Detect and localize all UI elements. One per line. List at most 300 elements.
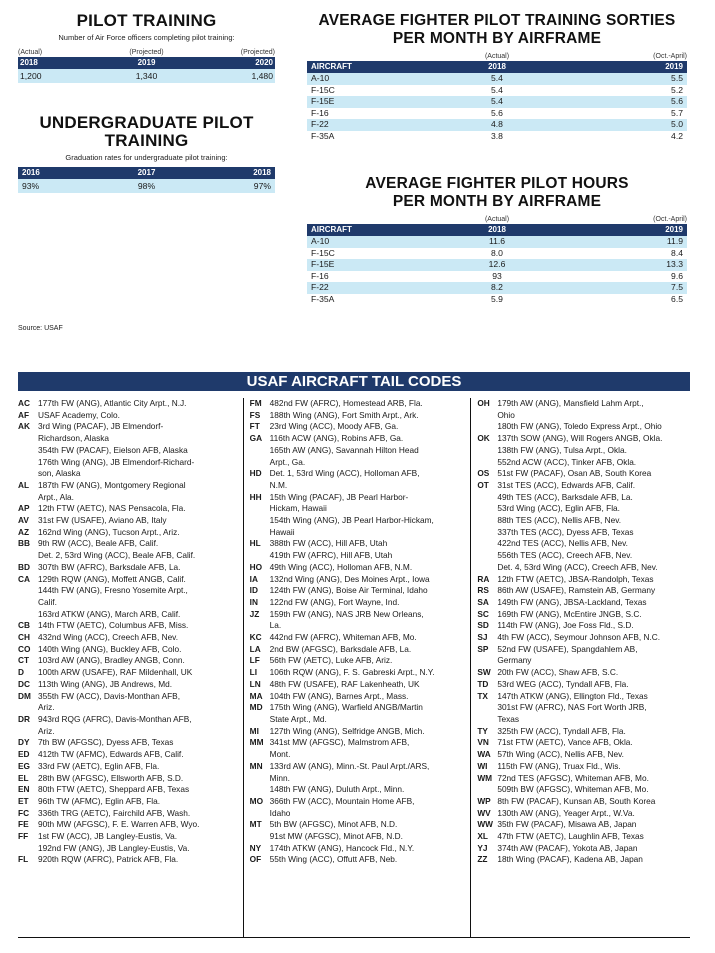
tail-code: MN	[249, 760, 263, 771]
value-2018-cell: 8.2	[491, 282, 503, 292]
col-2019: 2019	[665, 225, 683, 234]
undergrad-values	[18, 179, 275, 193]
tail-code: CA	[18, 573, 30, 584]
pilot-training-year-bar	[18, 57, 275, 69]
unit-list	[38, 538, 237, 561]
tail-code: SD	[477, 620, 489, 631]
unit-line: 72nd TES (AFGSC), Whiteman AFB, Mo.	[497, 772, 649, 783]
unit-line: 301st FW (AFRC), NAS Fort Worth JRB,	[497, 702, 647, 713]
tail-code-entry	[250, 737, 465, 760]
value-2018-cell: 4.8	[491, 119, 503, 129]
unit-list	[270, 562, 465, 574]
unit-list	[497, 819, 690, 831]
tail-code: CT	[18, 655, 30, 666]
table-row	[307, 236, 687, 248]
unit-line: 552nd ACW (ACC), Tinker AFB, Okla.	[497, 456, 637, 467]
unit-line: 179th AW (ANG), Mansfield Lahm Arpt.,	[497, 398, 644, 408]
tail-code-entry	[477, 468, 690, 480]
table-row	[307, 259, 687, 271]
unit-list	[497, 609, 690, 621]
tail-code: BB	[18, 538, 30, 549]
unit-list	[38, 808, 237, 820]
table-row	[307, 282, 687, 294]
tail-code-entry	[18, 421, 237, 480]
unit-list	[38, 679, 237, 691]
tail-code-entry	[477, 667, 690, 679]
tail-code: LA	[249, 643, 261, 654]
unit-list	[497, 726, 690, 738]
source-note: Source: USAF	[18, 325, 63, 332]
tail-code-entry	[477, 808, 690, 820]
value: 1,340	[135, 71, 158, 81]
unit-line: State Arpt., Md.	[269, 713, 327, 724]
unit-list	[497, 843, 690, 855]
table-row	[307, 119, 687, 131]
value-2019-cell: 8.4	[671, 247, 683, 258]
tail-code-entry	[18, 819, 237, 831]
tail-code: IA	[249, 573, 258, 584]
undergrad-section	[18, 114, 275, 193]
unit-line: 422nd TES (ACC), Nellis AFB, Nev.	[497, 538, 628, 549]
tail-codes-column-2	[244, 398, 471, 938]
unit-line: 20th FW (ACC), Shaw AFB, S.C.	[497, 667, 619, 678]
unit-list	[38, 410, 237, 422]
year: 2018	[20, 58, 38, 67]
value-2018-cell: 8.0	[491, 247, 503, 258]
unit-line: 162nd Wing (ANG), Tucson Arpt., Ariz.	[38, 526, 180, 537]
tail-code-entry	[250, 819, 465, 842]
unit-list	[497, 749, 690, 761]
tail-code: SA	[477, 596, 489, 607]
unit-list	[497, 597, 690, 609]
tail-code: SJ	[477, 632, 488, 643]
unit-list	[270, 398, 465, 410]
unit-line: 104th FW (ANG), Barnes Arpt., Mass.	[269, 690, 409, 701]
table-row	[307, 73, 687, 85]
unit-list	[38, 503, 237, 515]
table-row	[307, 85, 687, 97]
unit-list	[497, 773, 690, 796]
unit-list	[497, 468, 690, 480]
unit-list	[270, 854, 465, 866]
unit-list	[497, 691, 690, 726]
unit-line: 337th TES (ACC), Dyess AFB, Texas	[497, 526, 634, 537]
undergrad-title-line2: TRAINING	[104, 131, 189, 150]
unit-list	[270, 410, 465, 422]
tail-code-entry	[18, 691, 237, 714]
tail-code-entry	[477, 679, 690, 691]
tail-code-entry	[250, 655, 465, 667]
tail-code: LN	[249, 678, 261, 689]
unit-list	[270, 433, 465, 468]
tail-code-entry	[477, 819, 690, 831]
aircraft-cell: F-15E	[311, 96, 335, 106]
tail-code-entry	[250, 410, 465, 422]
unit-list	[38, 784, 237, 796]
tail-code-entry	[250, 468, 465, 491]
tail-code-entry	[18, 773, 237, 785]
unit-list	[270, 819, 465, 842]
col-2019: 2019	[665, 62, 683, 71]
tail-code-entry	[477, 644, 690, 667]
unit-line: Texas	[497, 713, 520, 724]
table-row	[307, 131, 687, 143]
tail-code-entry	[18, 667, 237, 679]
unit-list	[270, 421, 465, 433]
unit-line: 147th ATKW (ANG), Ellington Fld., Texas	[497, 690, 648, 701]
unit-line: 91st MW (AFGSC), Minot AFB, N.D.	[269, 831, 403, 842]
tail-code-entry	[250, 679, 465, 691]
unit-line: 920th RQW (AFRC), Patrick AFB, Fla.	[38, 854, 179, 865]
tail-code: EN	[18, 784, 30, 795]
tail-code: D	[18, 667, 24, 678]
tail-code: TX	[477, 690, 488, 701]
unit-line: son, Alaska	[38, 468, 81, 479]
undergrad-title-line1: UNDERGRADUATE PILOT	[39, 113, 254, 132]
sorties-notes	[307, 53, 687, 60]
unit-line: 129th RQW (ANG), Moffett ANGB, Calif.	[38, 573, 186, 584]
unit-line: 187th FW (ANG), Montgomery Regional	[38, 479, 186, 490]
tail-code-entry	[250, 492, 465, 539]
tail-code: OK	[477, 433, 490, 444]
unit-line: 175th Wing (ANG), Warfield ANGB/Martin	[269, 702, 423, 713]
tail-code: HO	[249, 561, 263, 572]
unit-line: Det. 1, 53rd Wing (ACC), Holloman AFB,	[269, 468, 420, 479]
unit-line: 419th FW (AFRC), Hill AFB, Utah	[269, 550, 393, 561]
hours-notes	[307, 216, 687, 223]
tail-code: TY	[477, 725, 488, 736]
tail-code-entry	[250, 433, 465, 468]
value-2019-cell: 5.7	[671, 107, 683, 118]
unit-line: 432nd Wing (ACC), Creech AFB, Nev.	[38, 632, 179, 643]
tail-code-entry	[477, 620, 690, 632]
unit-list	[38, 632, 237, 644]
unit-line: 48th FW (USAFE), RAF Lakenheath, UK	[269, 678, 420, 689]
tail-code: AP	[18, 503, 30, 514]
tail-code-entry	[18, 515, 237, 527]
hours-title-line2: PER MONTH BY AIRFRAME	[392, 193, 602, 210]
tail-code-entry	[477, 433, 690, 468]
tail-code-entry	[477, 632, 690, 644]
tail-code: LF	[249, 655, 260, 666]
unit-line: 35th FW (PACAF), Misawa AB, Japan	[497, 819, 637, 830]
unit-line: 140th Wing (ANG), Buckley AFB, Colo.	[38, 643, 182, 654]
unit-line: 31st TES (ACC), Edwards AFB, Calif.	[497, 479, 636, 490]
tail-code-entry	[477, 749, 690, 761]
tail-code-entry	[250, 667, 465, 679]
unit-line: 132nd Wing (ANG), Des Moines Arpt., Iowa	[269, 573, 430, 584]
unit-line: 154th Wing (ANG), JB Pearl Harbor-Hickam,	[269, 515, 434, 526]
unit-line: 49th Wing (ACC), Holloman AFB, N.M.	[269, 561, 413, 572]
tail-code-entry	[18, 410, 237, 422]
tail-codes-title: USAF AIRCRAFT TAIL CODES	[18, 372, 690, 391]
tail-code: JZ	[249, 608, 260, 619]
year: 2018	[253, 168, 271, 177]
unit-line: 176th Wing (ANG), JB Elmendorf-Richard-	[38, 456, 195, 467]
note-period: (Oct.-April)	[653, 216, 688, 223]
aircraft-cell: F-22	[311, 282, 329, 292]
tail-code: HL	[249, 538, 261, 549]
tail-code-entry	[477, 585, 690, 597]
tail-code: WW	[477, 819, 493, 830]
unit-line: 122nd FW (ANG), Fort Wayne, Ind.	[269, 596, 400, 607]
unit-list	[38, 737, 237, 749]
tail-code: CO	[18, 643, 31, 654]
unit-line: 53rd WEG (ACC), Tyndall AFB, Fla.	[497, 678, 629, 689]
tail-code-entry	[18, 644, 237, 656]
tail-code-entry	[477, 843, 690, 855]
tail-code-entry	[250, 691, 465, 703]
tail-code: FM	[249, 398, 262, 408]
tail-code: NY	[249, 842, 262, 853]
tail-code: HH	[249, 491, 262, 502]
tail-code: MD	[249, 702, 263, 713]
hours-rows	[307, 236, 687, 305]
hours-title-line1: AVERAGE FIGHTER PILOT HOURS	[365, 175, 629, 192]
tail-code-entry	[250, 854, 465, 866]
unit-list	[38, 667, 237, 679]
unit-list	[270, 737, 465, 760]
unit-line: 57th Wing (ACC), Nellis AFB, Nev.	[497, 749, 624, 760]
tail-code-entry	[18, 655, 237, 667]
tail-code-entry	[18, 796, 237, 808]
tail-code-entry	[477, 398, 690, 433]
tail-code: WV	[477, 807, 491, 818]
unit-line: 4th FW (ACC), Seymour Johnson AFB, N.C.	[497, 632, 661, 643]
unit-list	[38, 761, 237, 773]
tail-code: FF	[18, 831, 29, 842]
unit-line: 90th MW (AFGSC), F. E. Warren AFB, Wyo.	[38, 819, 200, 830]
tail-code-entry	[250, 574, 465, 586]
unit-line: 23rd Wing (ACC), Moody AFB, Ga.	[269, 421, 399, 432]
tail-code: AV	[18, 515, 29, 526]
unit-line: 88th TES (ACC), Nellis AFB, Nev.	[497, 515, 622, 526]
note-period: (Oct.-April)	[653, 53, 688, 60]
unit-list	[497, 644, 690, 667]
unit-list	[270, 691, 465, 703]
tail-code: SP	[477, 643, 489, 654]
hours-header	[307, 224, 687, 236]
unit-list	[38, 831, 237, 854]
tail-code: OH	[477, 398, 490, 408]
unit-list	[497, 632, 690, 644]
value: 1,480	[251, 71, 273, 81]
year: 2019	[137, 58, 156, 67]
unit-line: 366th FW (ACC), Mountain Home AFB,	[269, 795, 415, 806]
tail-code-entry	[477, 761, 690, 773]
tail-code-entry	[18, 737, 237, 749]
unit-line: 509th BW (AFGSC), Whiteman AFB, Mo.	[497, 784, 649, 795]
unit-list	[270, 585, 465, 597]
unit-line: 307th BW (AFRC), Barksdale AFB, La.	[38, 561, 181, 572]
unit-line: 33rd FW (AETC), Eglin AFB, Fla.	[38, 760, 160, 771]
unit-line: 15th Wing (PACAF), JB Pearl Harbor-	[269, 491, 409, 502]
tail-code: RA	[477, 573, 490, 584]
value-2019-cell: 5.0	[671, 119, 683, 129]
value: 97%	[253, 181, 271, 191]
unit-list	[38, 527, 237, 539]
tail-code-entry	[477, 796, 690, 808]
unit-line: 51st FW (PACAF), Osan AB, South Korea	[497, 468, 652, 479]
value-2019-cell: 5.6	[671, 96, 683, 106]
unit-list	[38, 819, 237, 831]
unit-line: 148th FW (ANG), Duluth Arpt., Minn.	[269, 784, 405, 795]
unit-line: 80th FTW (AETC), Sheppard AFB, Texas	[38, 784, 190, 795]
tail-code: RS	[477, 585, 489, 596]
unit-list	[38, 691, 237, 714]
tail-code-entry	[477, 831, 690, 843]
unit-list	[270, 843, 465, 855]
tail-code-entry	[18, 503, 237, 515]
unit-line: 52nd FW (USAFE), Spangdahlem AB,	[497, 643, 638, 654]
pilot-training-values	[18, 69, 275, 83]
unit-line: USAF Academy, Colo.	[38, 409, 120, 420]
sorties-rows	[307, 73, 687, 142]
tail-code: WA	[477, 749, 491, 760]
tail-code-entry	[18, 679, 237, 691]
aircraft-cell: F-15E	[311, 259, 335, 269]
aircraft-cell: F-15C	[311, 84, 335, 95]
unit-line: 31st FW (USAFE), Aviano AB, Italy	[38, 515, 167, 526]
sorties-title-line1: AVERAGE FIGHTER PILOT TRAINING SORTIES	[318, 12, 676, 29]
unit-list	[270, 609, 465, 632]
tail-code: WP	[477, 795, 491, 806]
tail-code: GA	[249, 433, 263, 444]
value-2019-cell: 11.9	[666, 236, 683, 246]
unit-line: 2nd BW (AFGSC), Barksdale AFB, La.	[269, 643, 412, 654]
value-2018-cell: 5.4	[491, 84, 503, 95]
unit-list	[497, 585, 690, 597]
col-aircraft: AIRCRAFT	[311, 62, 352, 71]
tail-code-entry	[18, 749, 237, 761]
unit-list	[270, 679, 465, 691]
tail-code: IN	[249, 596, 258, 607]
tail-code: FL	[18, 854, 29, 865]
tail-code-entry	[18, 761, 237, 773]
unit-line: Germany	[497, 655, 532, 666]
value-2019-cell: 7.5	[671, 282, 683, 292]
unit-line: Ariz.	[38, 702, 55, 713]
unit-line: 412th TW (AFMC), Edwards AFB, Calif.	[38, 749, 184, 760]
value-2018-cell: 12.6	[488, 259, 506, 269]
tail-code: ZZ	[477, 854, 488, 865]
value-2019-cell: 5.2	[671, 84, 683, 95]
tail-code: OT	[477, 479, 489, 490]
tail-code-entry	[18, 538, 237, 561]
unit-line: 144th FW (ANG), Fresno Yosemite Arpt.,	[38, 585, 188, 596]
unit-line: 355th FW (ACC), Davis-Monthan AFB,	[38, 690, 181, 701]
tail-code: BD	[18, 561, 30, 572]
pilot-training-section	[18, 12, 275, 83]
tail-code-entry	[477, 480, 690, 574]
unit-line: 159th FW (ANG), NAS JRB New Orleans,	[269, 608, 424, 619]
unit-list	[270, 574, 465, 586]
unit-line: 127th Wing (ANG), Selfridge ANGB, Mich.	[269, 725, 425, 736]
tail-code: DC	[18, 678, 30, 689]
unit-line: Arpt., Ga.	[269, 456, 306, 467]
value-2019-cell: 9.6	[671, 270, 683, 281]
tail-code: AF	[18, 409, 30, 420]
value-2019-cell: 6.5	[671, 293, 683, 304]
table-row	[307, 108, 687, 120]
unit-line: 12th FTW (AETC), NAS Pensacola, Fla.	[38, 503, 186, 514]
tail-code: OS	[477, 468, 490, 479]
unit-list	[270, 644, 465, 656]
tail-code: ED	[18, 749, 30, 760]
unit-line: 442nd FW (AFRC), Whiteman AFB, Mo.	[269, 632, 417, 643]
unit-list	[38, 620, 237, 632]
unit-line: Arpt., Ala.	[38, 491, 74, 502]
value-2018-cell: 93	[492, 270, 502, 281]
unit-list	[38, 421, 237, 480]
unit-line: 49th TES (ACC), Barksdale AFB, La.	[497, 491, 633, 502]
value: 98%	[137, 181, 156, 191]
table-row	[307, 294, 687, 306]
unit-line: 336th TRG (AETC), Fairchild AFB, Wash.	[38, 807, 191, 818]
tail-code: MA	[249, 690, 263, 701]
unit-line: 14th FTW (AETC), Columbus AFB, Miss.	[38, 620, 189, 631]
tail-code: DY	[18, 737, 30, 748]
tail-code-entry	[18, 398, 237, 410]
unit-line: 53rd Wing (ACC), Eglin AFB, Fla.	[497, 503, 620, 514]
unit-list	[497, 480, 690, 574]
sorties-title-line2: PER MONTH BY AIRFRAME	[392, 30, 602, 47]
note: (Actual)	[18, 49, 43, 56]
year: 2016	[22, 168, 40, 177]
unit-line: 86th AW (USAFE), Ramstein AB, Germany	[497, 585, 656, 596]
unit-line: 354th FW (PACAF), Eielson AFB, Alaska	[38, 444, 188, 455]
tail-code: FT	[249, 421, 260, 432]
unit-line: 163rd ATKW (ANG), March ARB, Calif.	[38, 608, 181, 619]
unit-list	[270, 761, 465, 796]
tail-code-entry	[250, 796, 465, 819]
tail-code: ID	[249, 585, 258, 596]
sorties-header	[307, 61, 687, 73]
unit-list	[497, 761, 690, 773]
unit-list	[270, 726, 465, 738]
table-row	[307, 271, 687, 283]
tail-code-entry	[18, 714, 237, 737]
tail-code-entry	[250, 562, 465, 574]
tail-code-entry	[250, 538, 465, 561]
tail-code-entry	[18, 574, 237, 621]
unit-line: 138th FW (ANG), Tulsa Arpt., Okla.	[497, 444, 627, 455]
unit-line: 137th SOW (ANG), Will Rogers ANGB, Okla.	[497, 433, 663, 444]
tail-code: FC	[18, 807, 30, 818]
aircraft-cell: F-16	[311, 270, 329, 281]
tail-code-entry	[18, 831, 237, 854]
unit-line: 7th BW (AFGSC), Dyess AFB, Texas	[38, 737, 174, 748]
unit-line: 103rd AW (ANG), Bradley ANGB, Conn.	[38, 655, 185, 666]
tail-code-entry	[18, 562, 237, 574]
bottom-rule	[18, 937, 690, 938]
pilot-training-title: PILOT TRAINING	[76, 11, 217, 30]
unit-line: Mont.	[269, 749, 291, 760]
unit-list	[270, 796, 465, 819]
unit-line: 325th FW (ACC), Tyndall AFB, Fla.	[497, 725, 626, 736]
tail-code: EL	[18, 772, 29, 783]
value-2018-cell: 5.4	[491, 96, 503, 106]
unit-line: Hickam, Hawaii	[269, 503, 327, 514]
tail-code: SW	[477, 667, 491, 678]
unit-list	[38, 749, 237, 761]
tail-code: MO	[249, 795, 264, 806]
unit-list	[497, 831, 690, 843]
unit-list	[497, 796, 690, 808]
value-2018-cell: 11.6	[488, 236, 506, 246]
tail-code-entry	[18, 632, 237, 644]
tail-code-entry	[250, 597, 465, 609]
